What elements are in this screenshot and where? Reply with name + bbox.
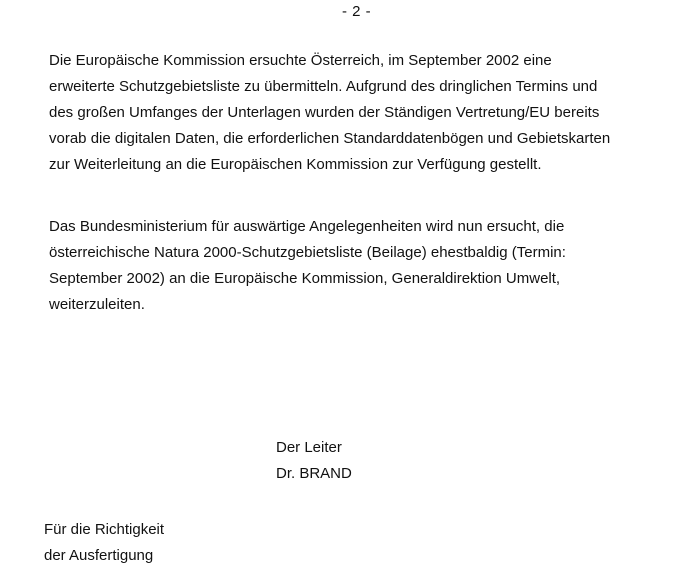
page-number: - 2 - bbox=[342, 3, 372, 20]
signature-title: Der Leiter bbox=[276, 439, 342, 456]
certification-block bbox=[44, 517, 164, 569]
certification-line: Für die Richtigkeit bbox=[44, 521, 165, 538]
paragraph-line: erweiterte Schutzgebietsliste zu übermitteln. Aufgrund des dringlichen Termins und bbox=[49, 78, 598, 95]
paragraph-line: des großen Umfanges der Unterlagen wurden der Ständigen Vertretung/EU bereits bbox=[49, 104, 600, 121]
paragraph-line: Das Bundesministerium für auswärtige Angelegenheiten wird nun ersucht, die bbox=[49, 218, 565, 235]
signature-name: Dr. BRAND bbox=[276, 465, 352, 482]
paragraph-request bbox=[49, 48, 610, 178]
paragraph-line: weiterzuleiten. bbox=[49, 296, 145, 313]
paragraph-line: vorab die digitalen Daten, die erforderlichen Standarddatenbögen und Gebietskarten bbox=[49, 130, 611, 147]
paragraph-line: zur Weiterleitung an die Europäischen Kommission zur Verfügung gestellt. bbox=[49, 156, 542, 173]
paragraph-line: September 2002) an die Europäische Kommission, Generaldirektion Umwelt, bbox=[49, 270, 561, 287]
certification-line: der Ausfertigung bbox=[44, 547, 154, 564]
signature-block bbox=[276, 435, 352, 487]
paragraph-forwarding bbox=[49, 214, 566, 318]
paragraph-line: österreichische Natura 2000-Schutzgebietsliste (Beilage) ehestbaldig (Termin: bbox=[49, 244, 566, 261]
paragraph-line: Die Europäische Kommission ersuchte Österreich, im September 2002 eine bbox=[49, 52, 552, 69]
